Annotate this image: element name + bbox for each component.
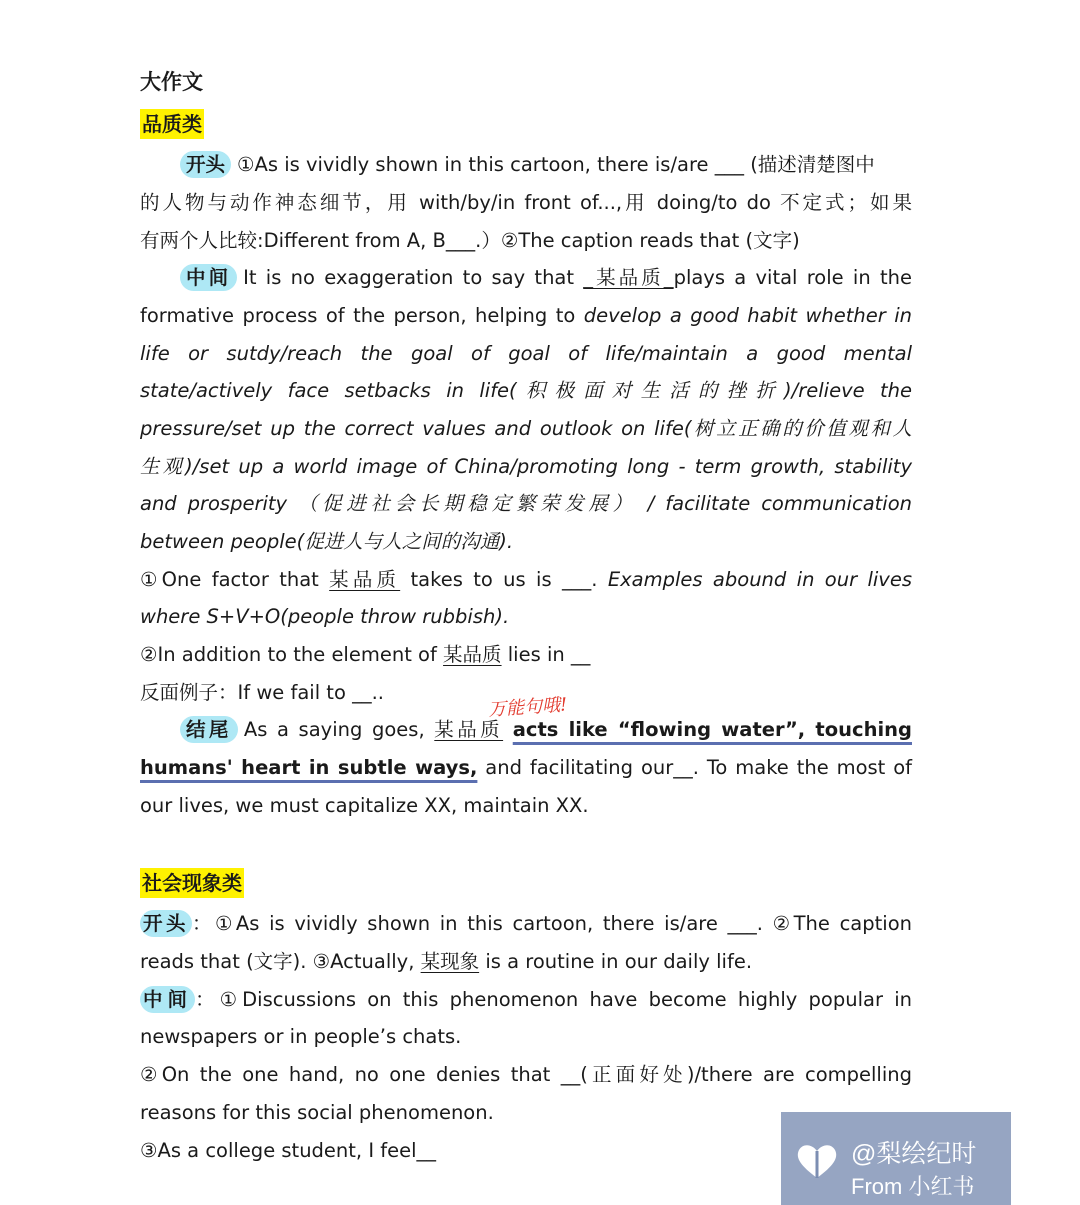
quality-middle-line-8: between people(促进人与人之间的沟通). [140,530,514,553]
quality-opening-line-3: 有两个人比较:Different from A, B___.）②The caption reads that (文字) [140,229,800,252]
handwritten-note: 万能句哦! [487,694,568,721]
social-opening-line-1: 开头 ：①As is vividly shown in this cartoon, there is/are ___. ②The caption [140,910,912,938]
quality-middle-line-2: formative process of the person, helping to develop a good habit whether in [140,304,913,327]
social-opening-line-2: reads that (文字). ③Actually, 某现象 is a routine in our daily life. [140,950,753,973]
quality-middle-line-5: pressure/set up the correct values and outlook on life(树立正确的价值观和人 [140,417,912,440]
quality-point-1: ①One factor that 某品质 takes to us is ___. Examples abound in our lives [140,568,912,591]
quality-ending-line-3: our lives, we must capitalize XX, maintain XX. [140,794,589,817]
section-heading-social [140,869,912,898]
label-ending: 结尾 [180,716,238,743]
social-middle-line-5: ③As a college student, I feel__ [140,1139,437,1162]
key-phrase-cont: humans' heart in subtle ways, [140,756,478,779]
social-middle-line-2: newspapers or in people’s chats. [140,1025,462,1048]
section-heading-quality [140,110,912,139]
quality-point-1-cont: where S+V+O(people throw rubbish). [140,605,510,628]
watermark [781,1112,1011,1205]
quality-middle-line-1: 中间 It is no exaggeration to say that _某品质_plays a vital role in the [180,264,912,292]
watermark-user: @梨绘纪时 [851,1140,977,1168]
quality-middle-line-7: and prosperity （促进社会长期稳定繁荣发展） / facilitate communication [140,492,912,515]
quality-middle-line-4: state/actively face setbacks in life(积极面对生活的挫折)/relieve the [140,379,912,402]
heading-highlight: 品质类 [140,109,204,139]
key-phrase: acts like “flowing water”, touching [512,718,912,741]
placeholder-quality: 某品质 [443,643,502,666]
placeholder-quality: 某品质 [329,568,401,591]
label-middle: 中间 [180,264,237,291]
label-opening: 开头 [140,910,192,937]
quality-point-2: ②In addition to the element of 某品质 lies in __ [140,643,591,666]
social-middle-line-1: 中间 ：①Discussions on this phenomenon have become highly popular in [140,986,912,1014]
quality-middle-line-6: 生观)/set up a world image of China/promoting long - term growth, stability [140,455,912,478]
quality-opening-line-2: 的人物与动作神态细节，用 with/by/in front of...,用 doing/to do 不定式；如果 [140,191,912,214]
quality-ending-line-1: 结尾 As a saying goes, 某品质 acts like “flowing water”, touching [180,716,912,744]
watermark-source: From 小红书 [851,1174,975,1199]
placeholder-quality: 某品质 [434,718,504,741]
placeholder-quality: _某品质_ [583,266,674,289]
label-opening: 开头 [180,151,231,178]
placeholder-phenomenon: 某现象 [420,950,480,973]
quality-counter-example: 反面例子：If we fail to __.. [140,681,384,704]
heart-leaf-icon [791,1134,843,1186]
heading-highlight: 社会现象类 [140,868,244,898]
page-title: 大作文 [140,70,203,94]
quality-middle-line-3: life or sutdy/reach the goal of goal of life/maintain a good mental [140,342,912,365]
quality-ending-line-2: humans' heart in subtle ways, and facilitating our__. To make the most of [140,756,913,779]
social-middle-line-4: reasons for this social phenomenon. [140,1101,494,1124]
label-middle: 中间 [140,986,195,1013]
social-middle-line-3: ②On the one hand, no one denies that __(正面好处)/there are compelling [140,1063,912,1086]
quality-opening-line-1: 开头 ①As is vividly shown in this cartoon, there is/are ___ (描述清楚图中 [180,151,912,179]
